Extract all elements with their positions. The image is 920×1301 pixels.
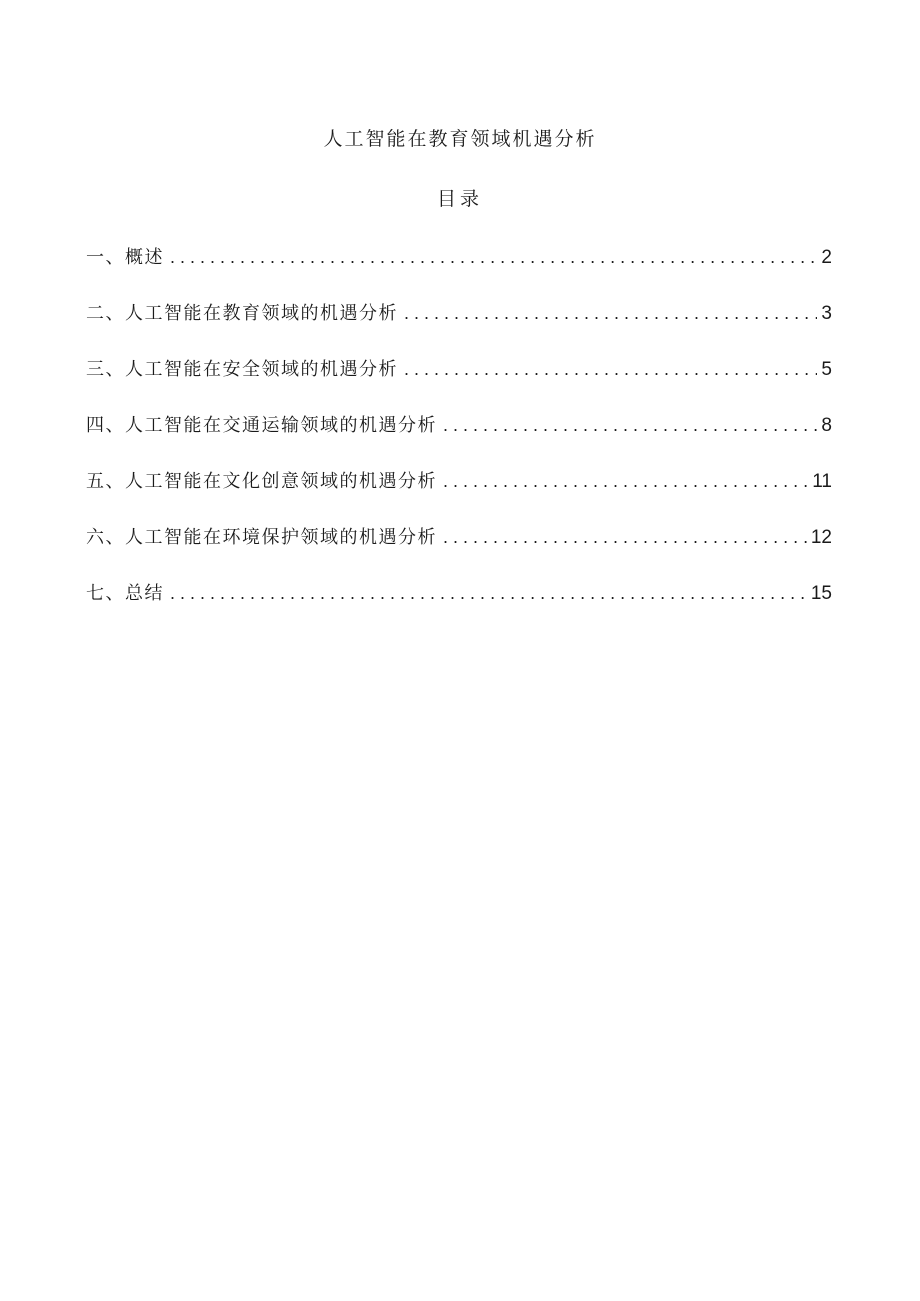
toc-entry-cultural-creative[interactable] [86,464,832,520]
toc-dot-leader [404,352,817,386]
toc-entry-page-number: 3 [821,303,832,324]
toc-entry-page-number: 2 [821,247,832,268]
toc-dot-leader [170,240,817,274]
toc-entry-environment[interactable] [86,520,832,576]
toc-entry-page-number: 8 [821,415,832,436]
toc-entry-education[interactable] [86,296,832,352]
toc-entry-label: 六、人工智能在环境保护领域的机遇分析 [86,527,437,548]
toc-heading: 目录 [436,188,483,210]
toc-entry-label: 四、人工智能在交通运输领域的机遇分析 [86,415,437,436]
toc-entry-label: 一、概述 [86,247,164,268]
toc-entry-transportation[interactable] [86,408,832,464]
toc-dot-leader [443,520,807,554]
toc-dot-leader [404,296,817,330]
toc-dot-leader [443,408,817,442]
toc-entry-security[interactable] [86,352,832,408]
toc-entry-page-number: 5 [821,359,832,380]
toc-entry-page-number: 12 [810,527,832,548]
toc-entry-summary[interactable] [86,576,832,632]
toc-entry-label: 五、人工智能在文化创意领域的机遇分析 [86,471,437,492]
toc-dot-leader [443,464,808,498]
toc-entry-page-number: 15 [810,583,832,604]
document-title: 人工智能在教育领域机遇分析 [323,128,597,150]
toc-entry-label: 二、人工智能在教育领域的机遇分析 [86,303,398,324]
toc-entry-label: 七、总结 [86,583,164,604]
toc-entry-page-number: 11 [812,471,832,492]
table-of-contents [86,240,832,632]
toc-entry-label: 三、人工智能在安全领域的机遇分析 [86,359,398,380]
toc-dot-leader [170,576,807,610]
toc-entry-overview[interactable] [86,240,832,296]
